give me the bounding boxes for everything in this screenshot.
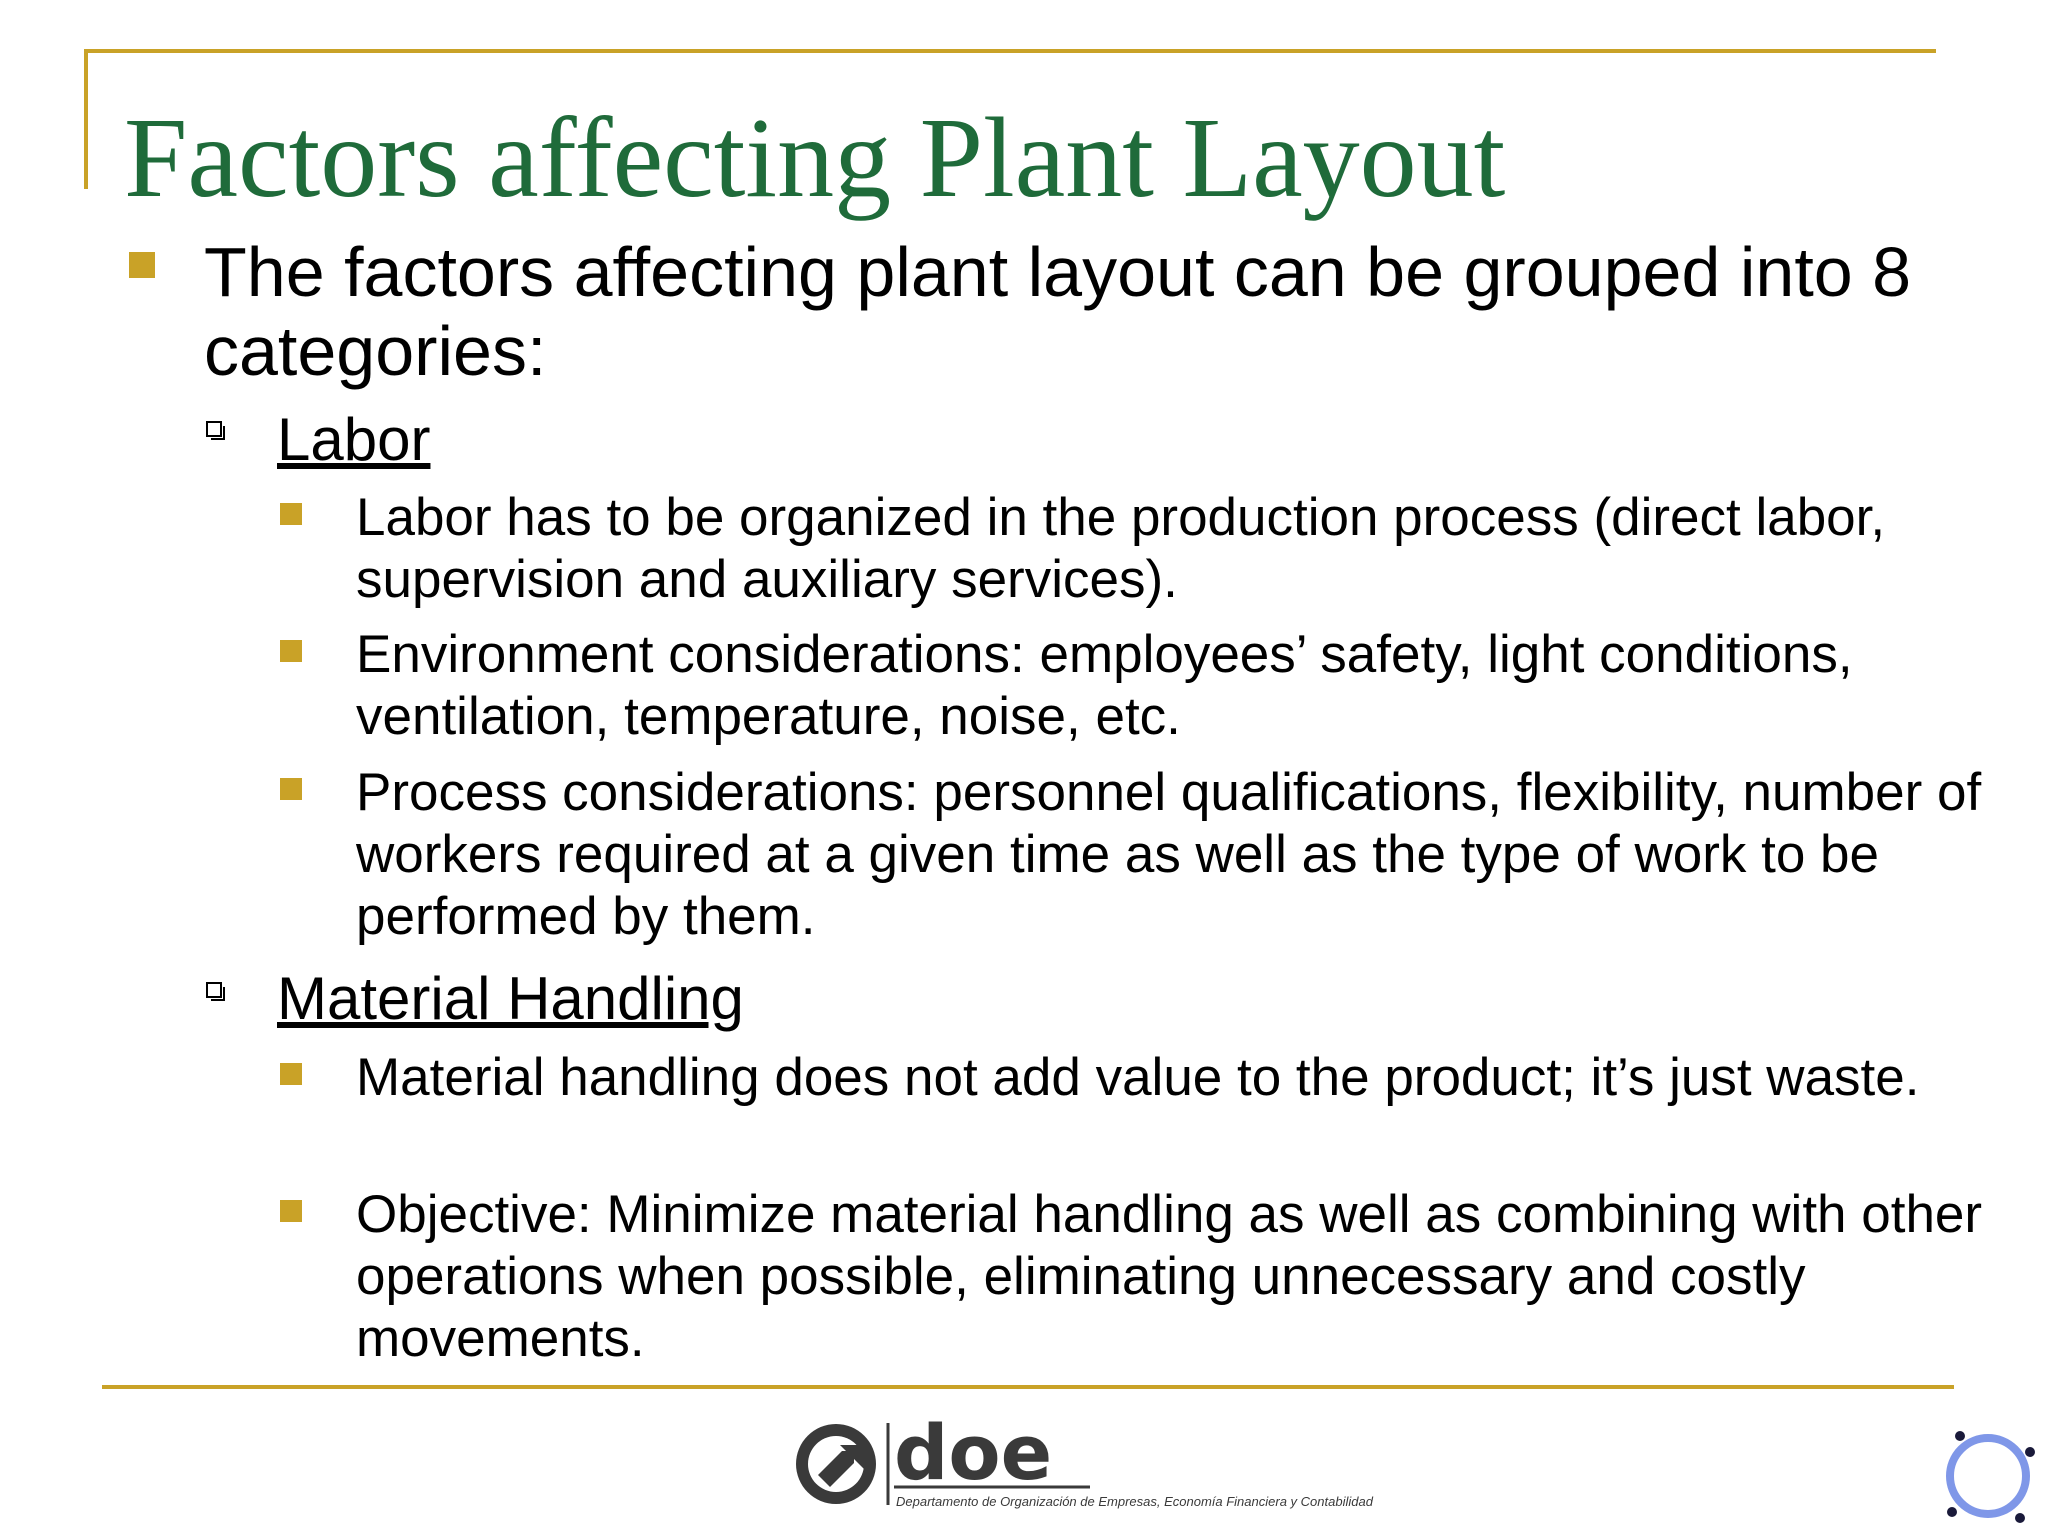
square-bullet-icon [280, 640, 302, 662]
list-item: Objective: Minimize material handling as well as combining with other operations when possible, eliminating unnecessary and costly movements. [356, 1185, 1983, 1368]
hollow-square-bullet-icon [206, 421, 222, 437]
doe-logo-icon [790, 1415, 1470, 1515]
category-label-material-handling: Material Handling [277, 965, 744, 1032]
slide-title: Factors affecting Plant Layout [124, 94, 1506, 221]
doe-logo [790, 1415, 1470, 1515]
ring-logo-icon [1940, 1426, 2040, 1526]
intro-text: The factors affecting plant layout can be grouped into 8 categories: [204, 233, 1912, 390]
square-bullet-icon [280, 503, 302, 525]
square-bullet-icon [129, 252, 155, 278]
list-item: Material handling does not add value to the product; it’s just waste. [356, 1048, 1920, 1107]
left-border-line [84, 49, 88, 189]
square-bullet-icon [280, 1200, 302, 1222]
footer-department-text: Departamento de Organización de Empresas, Economía Financiera y Contabilidad [896, 1494, 1373, 1509]
category-label-labor: Labor [277, 406, 431, 473]
doe-logo-wordmark: doe [894, 1415, 1053, 1497]
bottom-border-line [102, 1385, 1954, 1389]
square-bullet-icon [280, 778, 302, 800]
corner-logo [1940, 1426, 2040, 1526]
square-bullet-icon [280, 1063, 302, 1085]
list-item: Environment considerations: employees’ safety, light conditions, ventilation, temperature, noise, etc. [356, 625, 1853, 746]
hollow-square-bullet-icon [206, 982, 222, 998]
list-item: Labor has to be organized in the production process (direct labor, supervision and auxiliary services). [356, 488, 1886, 609]
list-item: Process considerations: personnel qualifications, flexibility, number of workers required at a given time as well as the type of work to be performed by them. [356, 763, 1982, 946]
top-border-line [84, 49, 1936, 53]
